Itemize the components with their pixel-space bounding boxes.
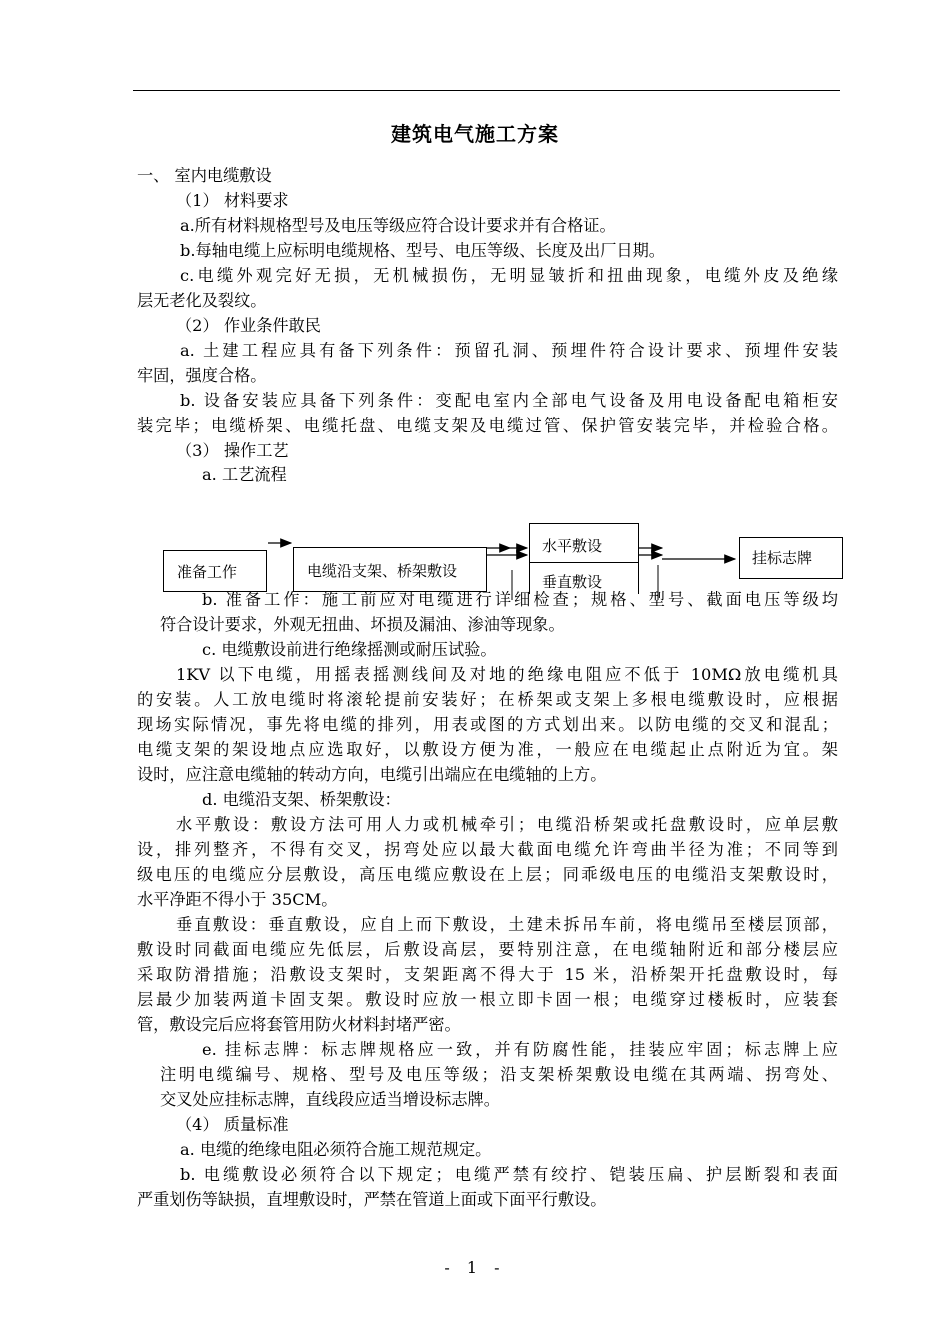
- paragraph-line: a. 土建工程应具有备下列条件：预留孔洞、预埋件符合设计要求、预埋件安装: [180, 341, 838, 360]
- paragraph-line: 层无老化及裂纹。: [137, 291, 267, 310]
- paragraph-line: 符合设计要求，外观无扭曲、坏损及漏油、渗油等现象。: [160, 615, 565, 634]
- paragraph-line: 水平敷设：敷设方法可用人力或机械牵引；电缆沿桥架或托盘敷设时，应单层敷: [176, 815, 838, 834]
- paragraph-line: 级电压的电缆应分层敷设，高压电缆应敷设在上层；同乖级电压的电缆沿支架敷设时，: [137, 865, 838, 884]
- paragraph-line: 层最少加装两道卡固支架。敷设时应放一根立即卡固一根；电缆穿过楼板时，应装套: [137, 990, 838, 1009]
- flow-box-horizontal: [529, 523, 639, 563]
- paragraph-line: 1KV 以下电缆，用摇表摇测线间及对地的绝缘电阻应不低于 10MΩ放电缆机具: [176, 665, 838, 684]
- paragraph-line: 水平净距不得小于 35CM。: [137, 890, 338, 909]
- subsection-heading: （4） 质量标准: [176, 1115, 289, 1134]
- document-title: 建筑电气施工方案: [391, 122, 559, 146]
- paragraph-line: a.所有材料规格型号及电压等级应符合设计要求并有合格证。: [180, 216, 616, 235]
- paragraph-line: c.电缆外观完好无损，无机械损伤，无明显皱折和扭曲现象，电缆外皮及绝缘: [180, 266, 838, 285]
- flow-box-tag: [739, 537, 843, 579]
- paragraph-line: d. 电缆沿支架、桥架敷设：: [202, 790, 401, 809]
- paragraph-line: b. 准备工作：施工前应对电缆进行详细检查；规格、型号、截面电压等级均: [202, 590, 838, 609]
- paragraph-line: 装完毕；电缆桥架、电缆托盘、电缆支架及电缆过管、保护管安装完毕，并检验合格。: [137, 416, 838, 435]
- paragraph-line: b.每轴电缆上应标明电缆规格、型号、电压等级、长度及出厂日期。: [180, 241, 665, 260]
- subsection-heading: （3） 操作工艺: [176, 441, 289, 460]
- paragraph-line: a. 电缆的绝缘电阻必须符合施工规范规定。: [180, 1140, 492, 1159]
- flow-box-label: 准备工作: [177, 563, 238, 581]
- paragraph-line: 注明电缆编号、规格、型号及电压等级；沿支架桥架敷设电缆在其两端、拐弯处、: [160, 1065, 838, 1084]
- paragraph-line: e. 挂标志牌：标志牌规格应一致，并有防腐性能，挂装应牢固；标志牌上应: [202, 1040, 838, 1059]
- flow-box-label: 垂直敷设: [542, 573, 603, 591]
- flow-box-label: 水平敷设: [542, 537, 603, 555]
- flow-box-label: 挂标志牌: [752, 549, 813, 567]
- paragraph-line: 敷设时同截面电缆应先低层，后敷设高层，要特别注意，在电缆轴附近和部分楼层应: [137, 940, 838, 959]
- paragraph-line: b. 设备安装应具备下列条件：变配电室内全部电气设备及用电设备配电箱柜安: [180, 391, 838, 410]
- flow-box-prepare: [163, 550, 267, 592]
- page-number: - 1 -: [444, 1258, 506, 1277]
- paragraph-line: 严重划伤等缺损，直埋敷设时，严禁在管道上面或下面平行敷设。: [137, 1190, 607, 1209]
- paragraph-line: 交叉处应挂标志牌，直线段应适当增设标志牌。: [160, 1090, 500, 1109]
- paragraph-line: 设，排列整齐，不得有交叉，拐弯处应以最大截面电缆允许弯曲半径为准；不同等到: [137, 840, 838, 859]
- flow-box-label: 电缆沿支架、桥架敷设: [307, 562, 458, 580]
- paragraph-line: 垂直敷设：垂直敷设，应自上而下敷设，土建未拆吊车前，将电缆吊至楼层顶部，: [176, 915, 838, 934]
- paragraph-line: a. 工艺流程: [202, 465, 287, 484]
- paragraph-line: 的安装。人工放电缆时将滚轮提前安装好；在桥架或支架上多根电缆敷设时，应根据: [137, 690, 838, 709]
- flow-box-bracket-laying: [293, 547, 487, 592]
- paragraph-line: 设时，应注意电缆轴的转动方向，电缆引出端应在电缆轴的上方。: [137, 765, 607, 784]
- subsection-heading: （2） 作业条件敢民: [176, 316, 321, 335]
- paragraph-line: 现场实际情况，事先将电缆的排列，用表或图的方式划出来。以防电缆的交叉和混乱；: [137, 715, 838, 734]
- section-heading-1: 一、 室内电缆敷设: [137, 166, 272, 185]
- paragraph-line: c. 电缆敷设前进行绝缘摇测或耐压试验。: [202, 640, 497, 659]
- header-rule: [133, 90, 840, 91]
- paragraph-line: 电缆支架的架设地点应选取好，以敷设方便为准，一般应在电缆起止点附近为宜。架: [137, 740, 838, 759]
- paragraph-line: b. 电缆敷设必须符合以下规定；电缆严禁有绞拧、铠装压扁、护层断裂和表面: [180, 1165, 838, 1184]
- paragraph-line: 采取防滑措施；沿敷设支架时，支架距离不得大于 15 米，沿桥架开托盘敷设时，每: [137, 965, 838, 984]
- paragraph-line: 牢固，强度合格。: [137, 366, 267, 385]
- subsection-heading: （1） 材料要求: [176, 191, 289, 210]
- paragraph-line: 管，敷设完后应将套管用防火材料封堵严密。: [137, 1015, 461, 1034]
